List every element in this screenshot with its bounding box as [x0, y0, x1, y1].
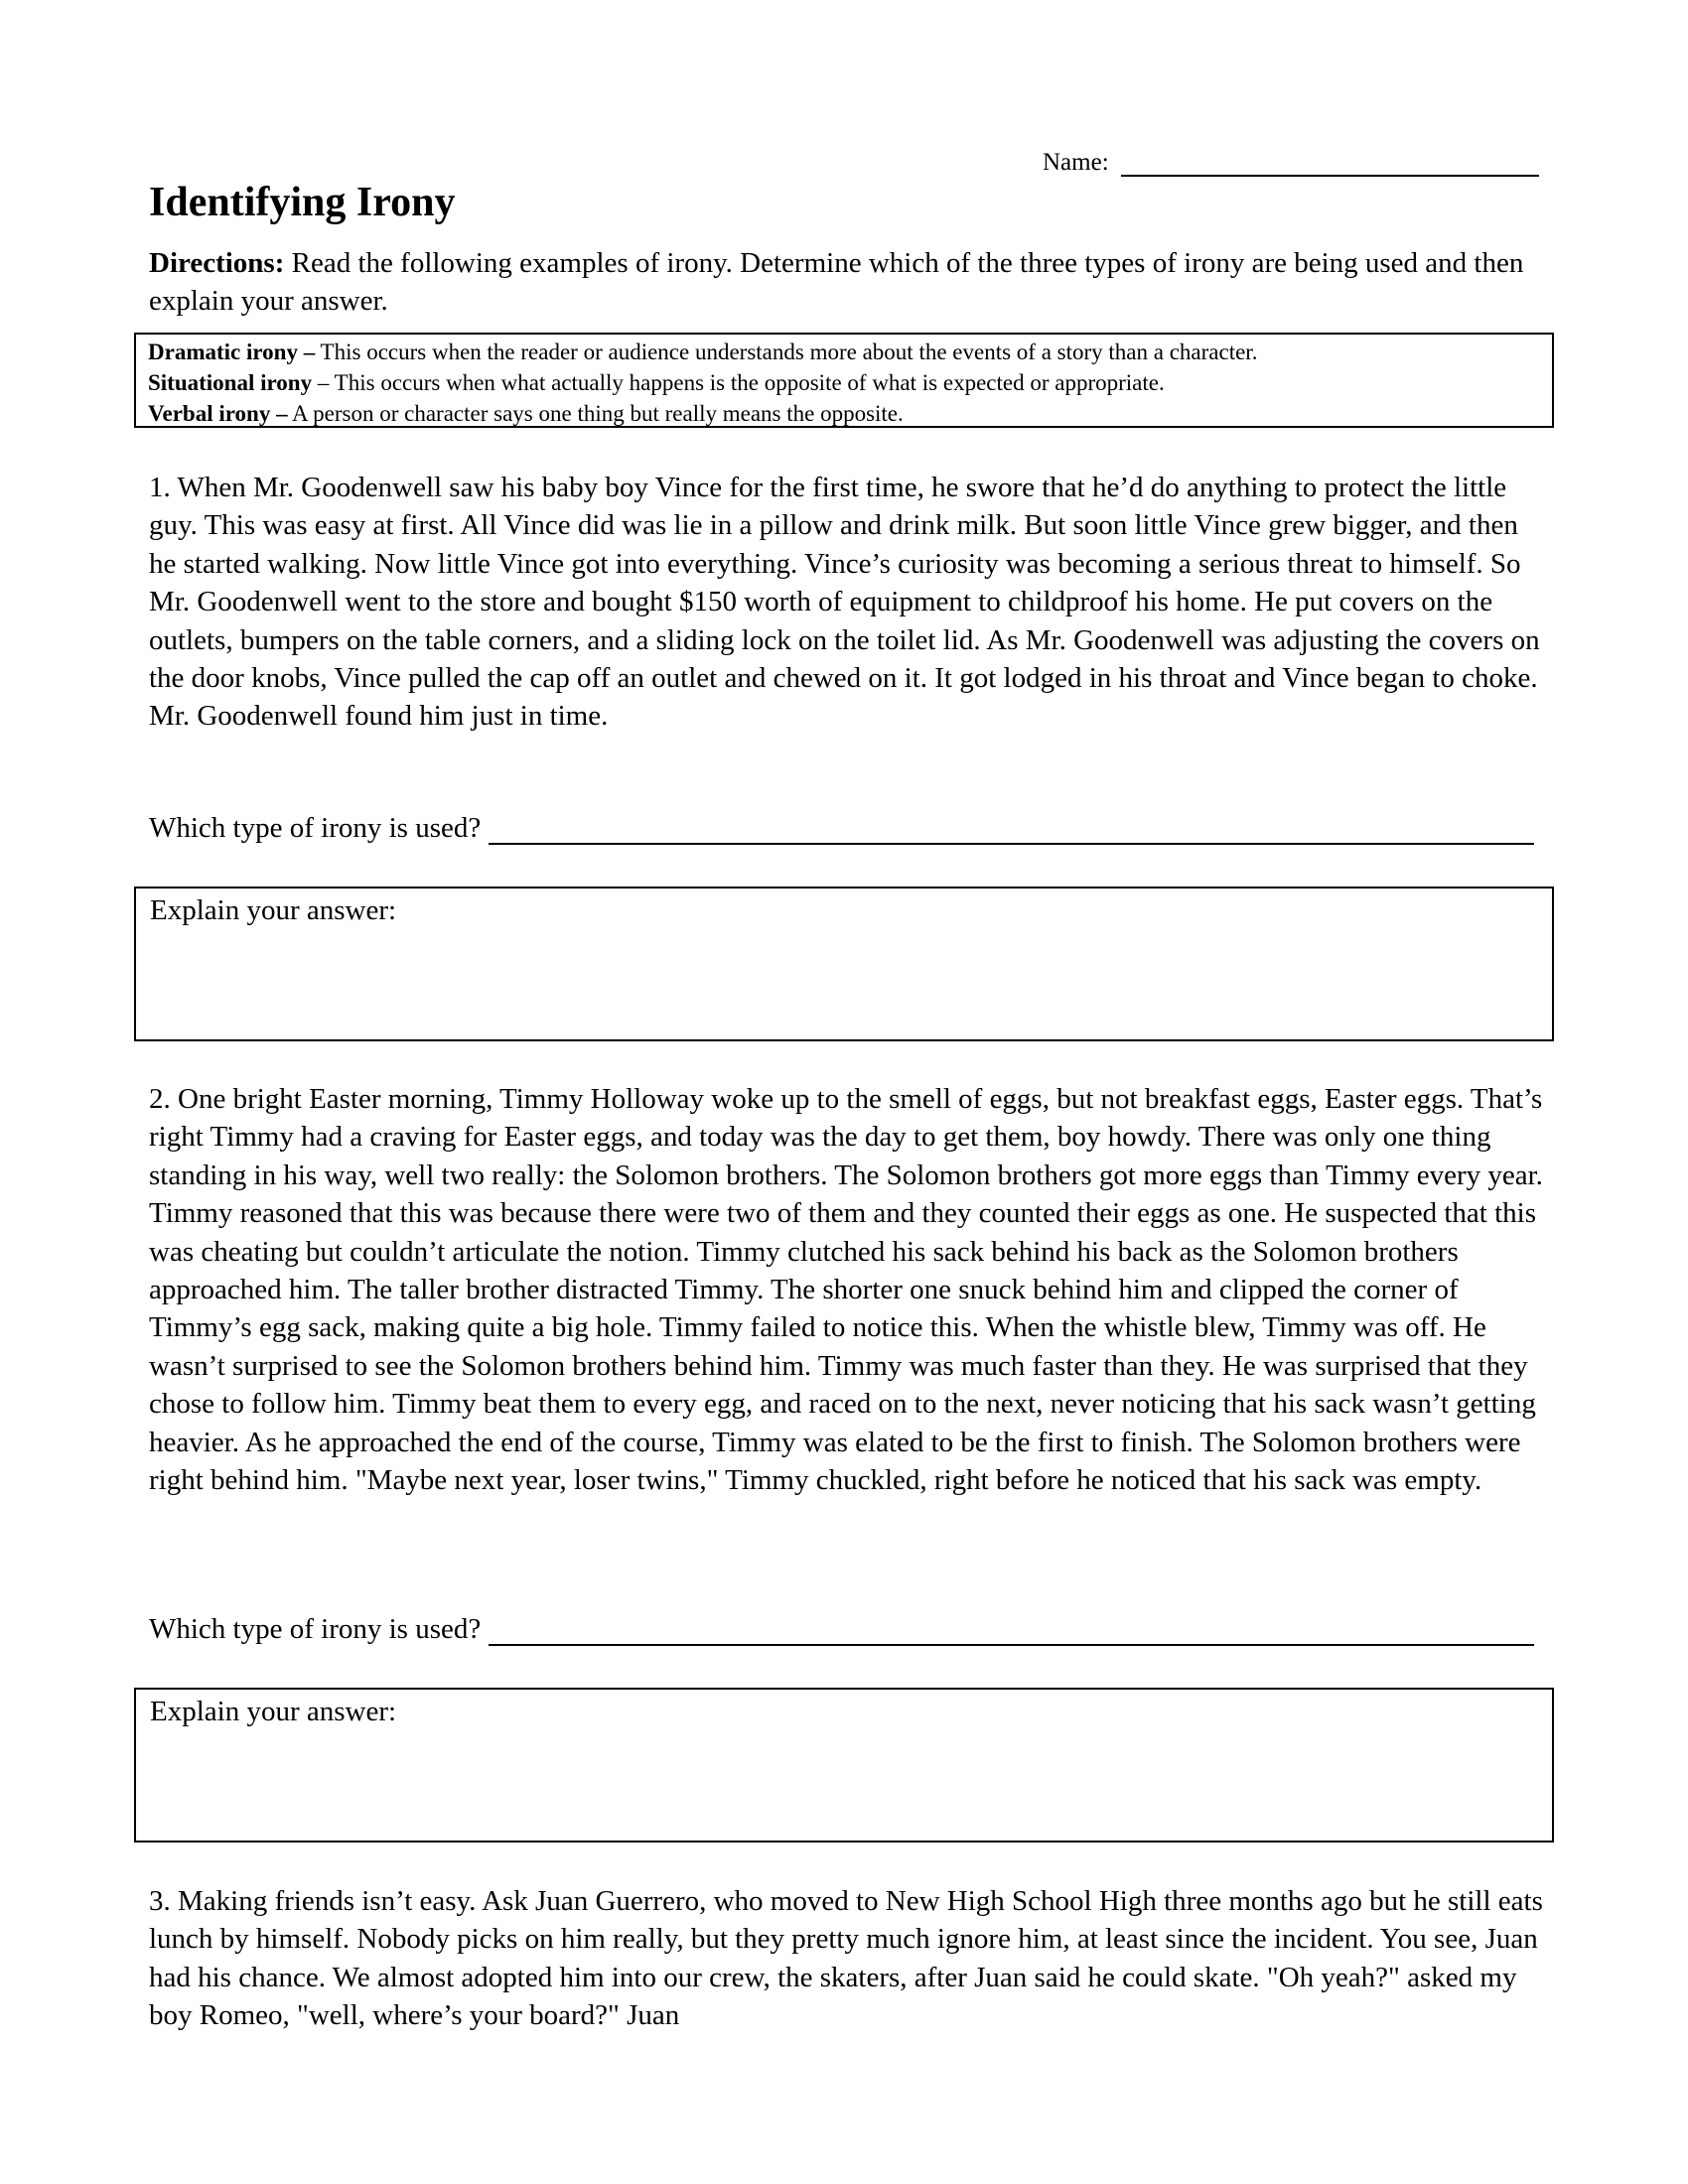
definition-verbal — [148, 398, 1540, 429]
question-2-answer-row — [149, 1613, 1534, 1646]
explain-label: Explain your answer: — [150, 1696, 397, 1727]
question-1-explain-box[interactable] — [134, 887, 1554, 1041]
directions — [149, 244, 1539, 320]
definition-text: A person or character says one thing but really means the opposite. — [287, 401, 904, 426]
question-1-text: 1. When Mr. Goodenwell saw his baby boy Vince for the first time, he swore that he’d do anything to protect the little guy. This was easy at first. All Vince did was lie in a pillow and drink milk. But soon little Vince grew bigger, and then he started walking. Now little Vince got into everything. Vince’s curiosity was becoming a serious threat to himself. So Mr. Goodenwell went to the store and bought $150 worth of equipment to childproof his home. He put covers on the outlets, bumpers on the table corners, and a sliding lock on the toilet lid. As Mr. Goodenwell was adjusting the covers on the door knobs, Vince pulled the cap off an outlet and chewed on it. It got lodged in his throat and Vince began to choke. Mr. Goodenwell found him just in time. — [149, 472, 1540, 733]
definition-term: Situational irony — [148, 370, 313, 395]
directions-text: Read the following examples of irony. Determine which of the three types of irony are being used and then explain your answer. — [149, 247, 1524, 317]
definitions-box — [134, 333, 1554, 428]
worksheet-title: Identifying Irony — [149, 180, 456, 225]
definition-term: Verbal irony – — [148, 401, 288, 426]
definition-dramatic — [148, 337, 1540, 367]
question-3-text: 3. Making friends isn’t easy. Ask Juan Guerrero, who moved to New High School High three months ago but he still eats lunch by himself. Nobody picks on him really, but they pretty much ignore him, at least since the incident. You see, Juan had his chance. We almost adopted him into our crew, the skaters, after Juan said he could skate. "Oh yeah?" asked my boy Romeo, "well, where’s your board?" Juan — [149, 1885, 1543, 2032]
explain-label: Explain your answer: — [150, 894, 397, 926]
name-blank-line[interactable] — [1121, 149, 1539, 177]
definition-text: – This occurs when what actually happens is the opposite of what is expected or appropriate. — [312, 370, 1165, 395]
answer-label: Which type of irony is used? — [149, 812, 482, 844]
definition-situational — [148, 367, 1540, 398]
directions-label: Directions: — [149, 247, 285, 279]
question-1-answer-row — [149, 812, 1534, 845]
question-2-explain-box[interactable] — [134, 1688, 1554, 1843]
name-label: Name: — [1043, 149, 1109, 176]
answer-blank-line[interactable] — [489, 815, 1534, 845]
answer-blank-line[interactable] — [489, 1616, 1534, 1646]
definition-term: Dramatic irony – — [148, 340, 316, 364]
name-field-row — [1043, 149, 1539, 177]
answer-label: Which type of irony is used? — [149, 1613, 482, 1645]
definition-text: This occurs when the reader or audience understands more about the events of a story than a character. — [315, 340, 1258, 364]
question-2-text: 2. One bright Easter morning, Timmy Holloway woke up to the smell of eggs, but not breakfast eggs, Easter eggs. That’s right Timmy had a craving for Easter eggs, and today was the day to get them, boy howdy. There was only one thing standing in his way, well two really: the Solomon brothers. The Solomon brothers got more eggs than Timmy every year. Timmy reasoned that this was because there were two of them and they counted their eggs as one. He suspected that this was cheating but couldn’t articulate the notion. Timmy clutched his sack behind his back as the Solomon brothers approached him. The taller brother distracted Timmy. The shorter one snuck behind him and clipped the corner of Timmy’s egg sack, making quite a big hole. Timmy failed to notice this. When the whistle blew, Timmy was off. He wasn’t surprised to see the Solomon brothers behind him. Timmy was much faster than they. He was surprised that they chose to follow him. Timmy beat them to every egg, and raced on to the next, never noticing that his sack wasn’t getting heavier. As he approached the end of the course, Timmy was elated to be the first to finish. The Solomon brothers were right behind him. "Maybe next year, loser twins," Timmy chuckled, right before he noticed that his sack was empty. — [149, 1083, 1543, 1497]
